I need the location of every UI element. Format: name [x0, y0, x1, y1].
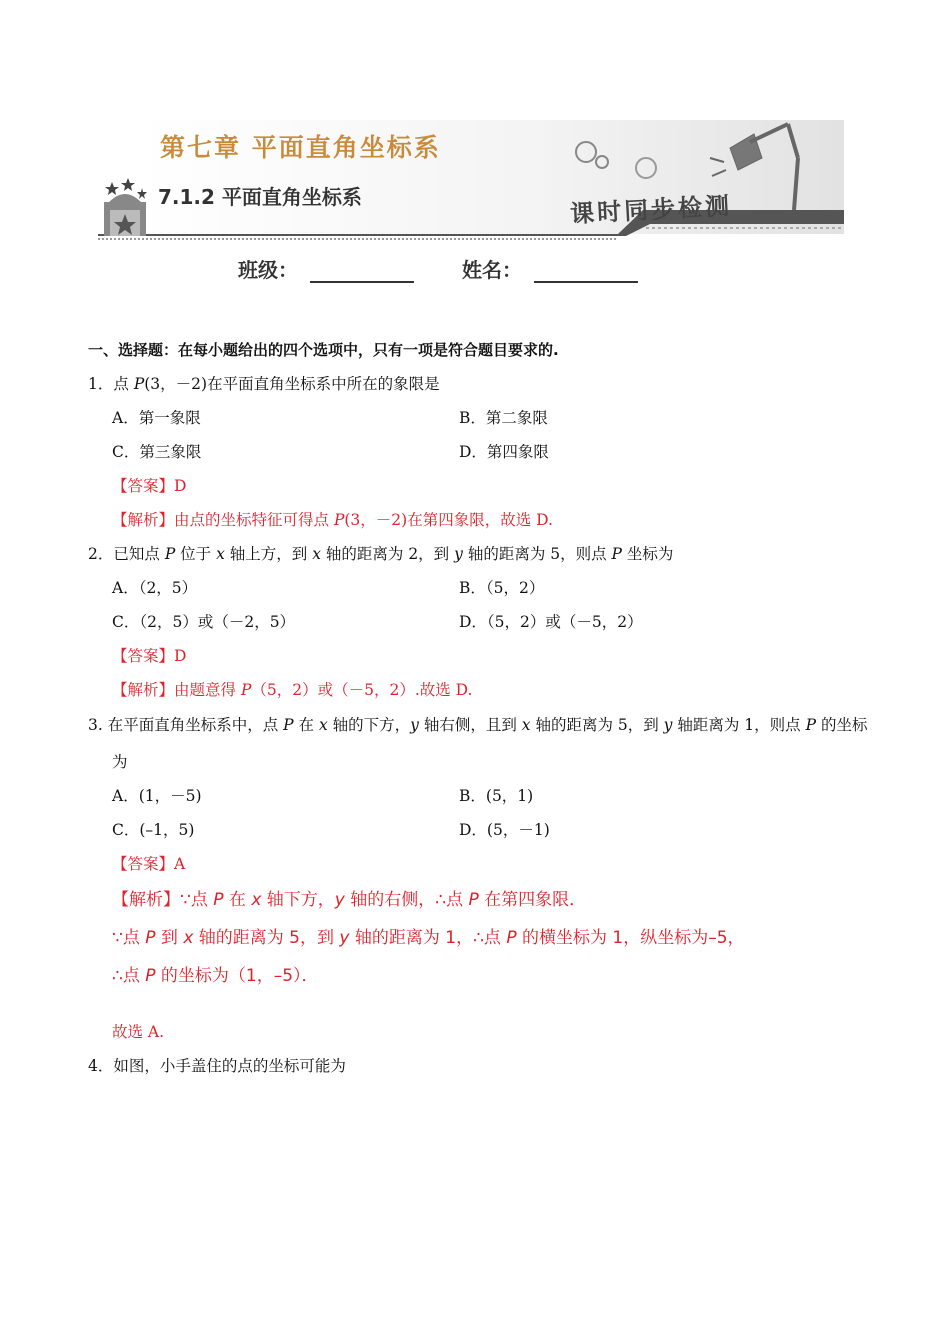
q3-option-d: D．(5，－1): [459, 821, 550, 839]
q3-option-a: A．(1，－5): [112, 787, 202, 805]
q3-explanation-line-1: 【解析】∵点 P 在 x 轴下方，y 轴的右侧，∴点 P 在第四象限．: [112, 890, 587, 910]
question-1: 1．点 P(3，－2)在平面直角坐标系中所在的象限是: [88, 375, 440, 393]
name-field: [462, 254, 638, 283]
class-label: 班级：: [238, 258, 298, 282]
q1-answer: 【答案】D: [112, 477, 187, 495]
section-title: 7.1.2 平面直角坐标系: [158, 185, 362, 209]
q3-explanation-line-3: ∴点 P 的坐标为（1，–5）．: [112, 966, 319, 986]
q3-conclusion: 故选 A.: [112, 1023, 165, 1041]
q1-option-a: A．第一象限: [112, 409, 201, 427]
class-blank[interactable]: [310, 263, 414, 283]
q2-explanation: 【解析】由题意得 P（5，2）或（－5，2）.故选 D.: [112, 681, 473, 699]
q3-option-c: C．(–1，5): [112, 821, 195, 839]
q2-option-b: B．（5，2）: [459, 579, 545, 597]
q1-option-c: C．第三象限: [112, 443, 202, 461]
q2-option-d: D．（5，2）或（－5，2）: [459, 613, 643, 631]
q3-answer: 【答案】A: [112, 855, 186, 873]
chapter-title: 第七章 平面直角坐标系: [160, 133, 441, 162]
name-blank[interactable]: [534, 263, 638, 283]
q2-answer: 【答案】D: [112, 647, 187, 665]
question-2: 2．已知点 P 位于 x 轴上方，到 x 轴的距离为 2，到 y 轴的距离为 5，则点 P 坐标为: [88, 545, 674, 563]
q3-explanation-line-2: ∵点 P 到 x 轴的距离为 5，到 y 轴的距离为 1，∴点 P 的横坐标为 1，纵坐标为–5，: [112, 928, 745, 948]
q3-option-b: B．(5，1): [459, 787, 534, 805]
part-heading: 一、选择题：在每小题给出的四个选项中，只有一项是符合题目要求的.: [88, 341, 559, 359]
class-field: [238, 254, 414, 283]
name-label: 姓名：: [462, 258, 522, 282]
question-3-line-2: 为: [112, 753, 128, 771]
q2-option-c: C．（2，5）或（－2，5）: [112, 613, 296, 631]
q1-option-b: B．第二象限: [459, 409, 548, 427]
q2-option-a: A．（2，5）: [112, 579, 198, 597]
sync-test-label: 课时同步检测: [569, 191, 733, 229]
question-3: 3. 在平面直角坐标系中，点 P 在 x 轴的下方，y 轴右侧，且到 x 轴的距离为 5，到 y 轴距离为 1，则点 P 的坐标: [88, 716, 868, 734]
q1-option-d: D．第四象限: [459, 443, 549, 461]
question-4: 4．如图，小手盖住的点的坐标可能为: [88, 1057, 346, 1075]
q1-explanation: 【解析】由点的坐标特征可得点 P(3，－2)在第四象限，故选 D.: [112, 511, 553, 529]
